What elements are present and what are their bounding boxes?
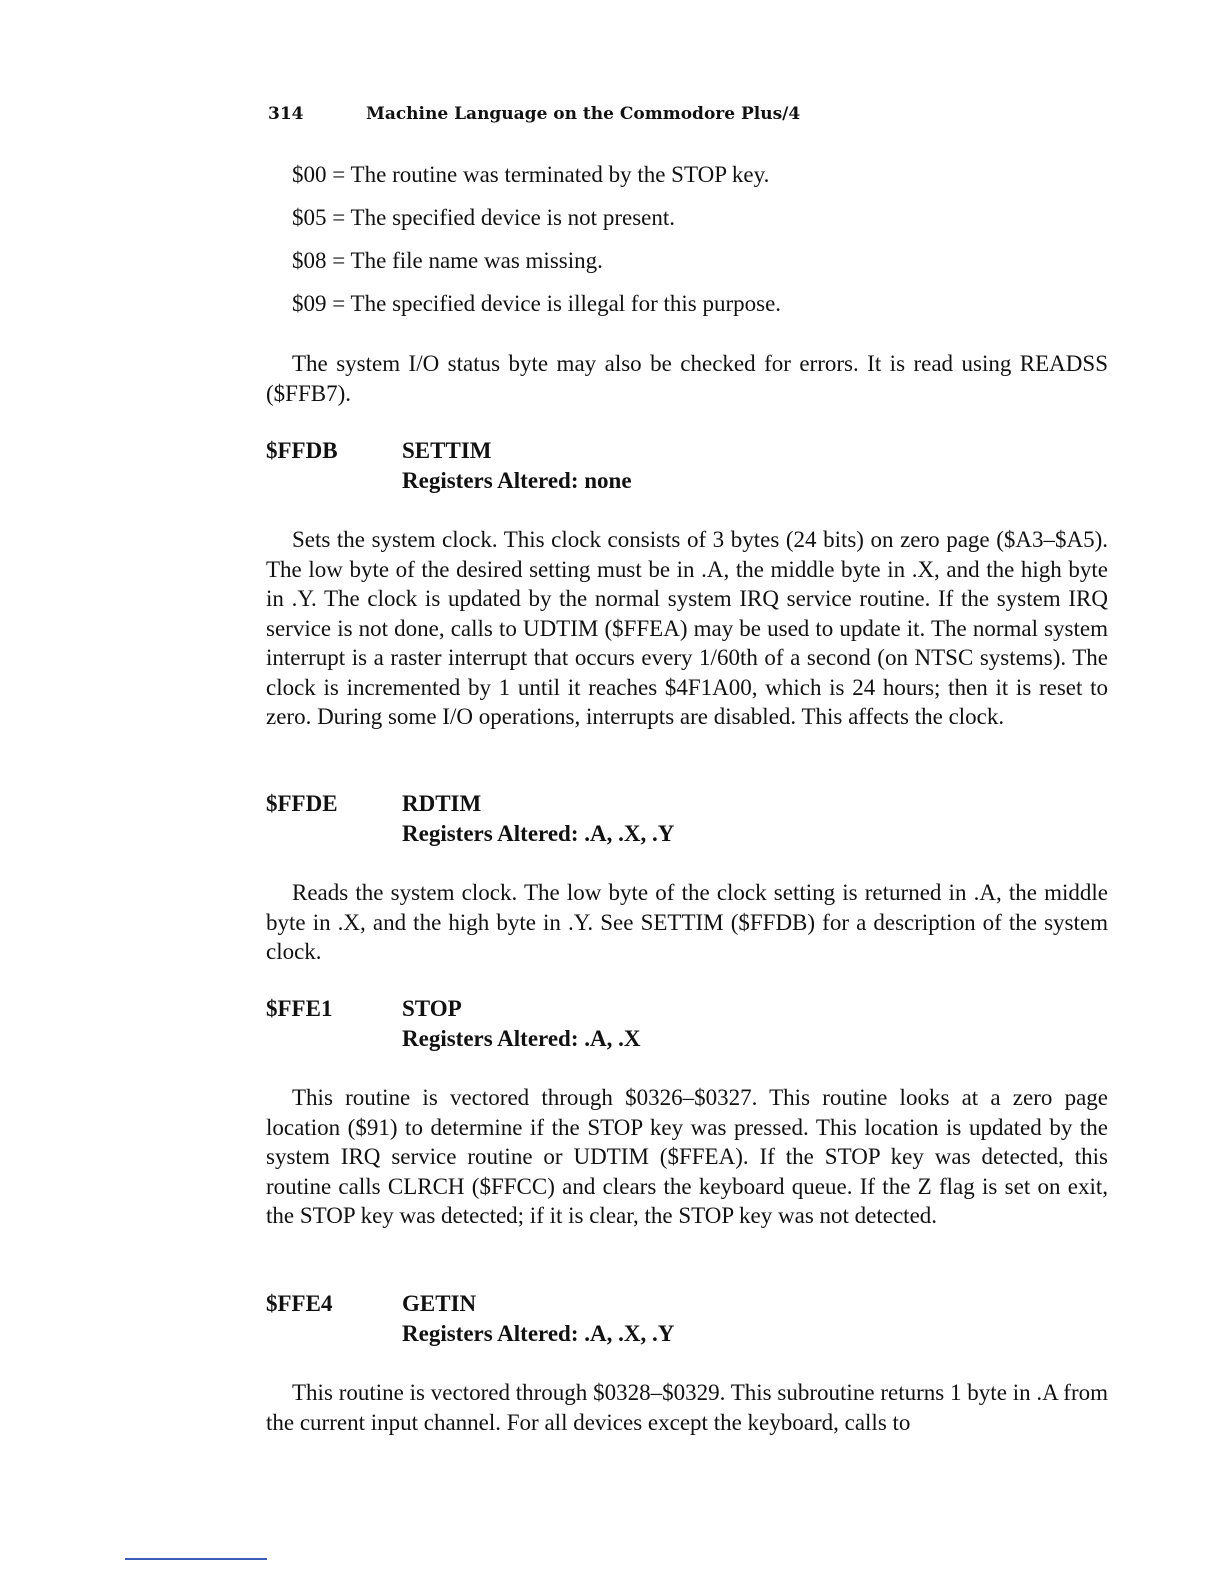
footer-rule [125,1558,267,1560]
settim-description: Sets the system clock. This clock consists of 3 bytes (24 bits) on zero page ($A3–$A5). The low byte of the desired setting must be in .A, the middle byte in .X, and the high byte in .Y. The clock is updated by the normal system IRQ service routine. If the system IRQ service is not done, calls to UDTIM ($FFEA) may be used to update it. The normal system interrupt is a raster interrupt that occurs every 1/60th of a second (on NTSC systems). The clock is incremented by 1 until it reaches $4F1A00, which is 24 hours; then it is reset to zero. During some I/O operations, interrupts are disabled. This affects the clock. [266,527,1108,729]
book-title: Machine Language on the Commodore Plus/4 [366,104,801,124]
entry-address: $FFE1 [266,996,333,1021]
entry-address: $FFDB [266,438,338,463]
entry-name: GETIN [402,1291,477,1316]
entry-name: SETTIM [402,438,492,463]
status-note-paragraph: The system I/O status byte may also be checked for errors. It is read using READSS ($FFB7). [266,351,1108,406]
entry-registers: Registers Altered: .A, .X [402,1026,641,1051]
entry-registers: Registers Altered: .A, .X, .Y [402,821,675,846]
getin-description: This routine is vectored through $0328–$0329. This subroutine returns 1 byte in .A from the current input channel. For all devices except the keyboard, calls to [266,1380,1108,1435]
entry-address: $FFE4 [266,1291,333,1316]
entry-name: RDTIM [402,791,482,816]
running-header [268,104,800,124]
error-code-item: $08 = The file name was missing. [292,248,603,273]
error-code-item: $00 = The routine was terminated by the STOP key. [292,162,770,187]
entry-registers: Registers Altered: none [402,468,632,493]
error-code-list [292,160,781,332]
error-code-item: $09 = The specified device is illegal for this purpose. [292,291,782,316]
entry-name: STOP [402,996,462,1021]
entry-address: $FFDE [266,791,338,816]
entry-registers: Registers Altered: .A, .X, .Y [402,1321,675,1346]
page-number: 314 [268,104,304,124]
stop-description: This routine is vectored through $0326–$0327. This routine looks at a zero page location ($91) to determine if the STOP key was pressed. This location is updated by the system IRQ service routine or UDTIM ($FFEA). If the STOP key was detected, this routine calls CLRCH ($FFCC) and clears the keyboard queue. If the Z flag is set on exit, the STOP key was detected; if it is clear, the STOP key was not detected. [266,1085,1108,1228]
error-code-item: $05 = The specified device is not present. [292,205,675,230]
rdtim-description: Reads the system clock. The low byte of the clock setting is returned in .A, the middle byte in .X, and the high byte in .Y. See SETTIM ($FFDB) for a description of the system clock. [266,880,1108,964]
